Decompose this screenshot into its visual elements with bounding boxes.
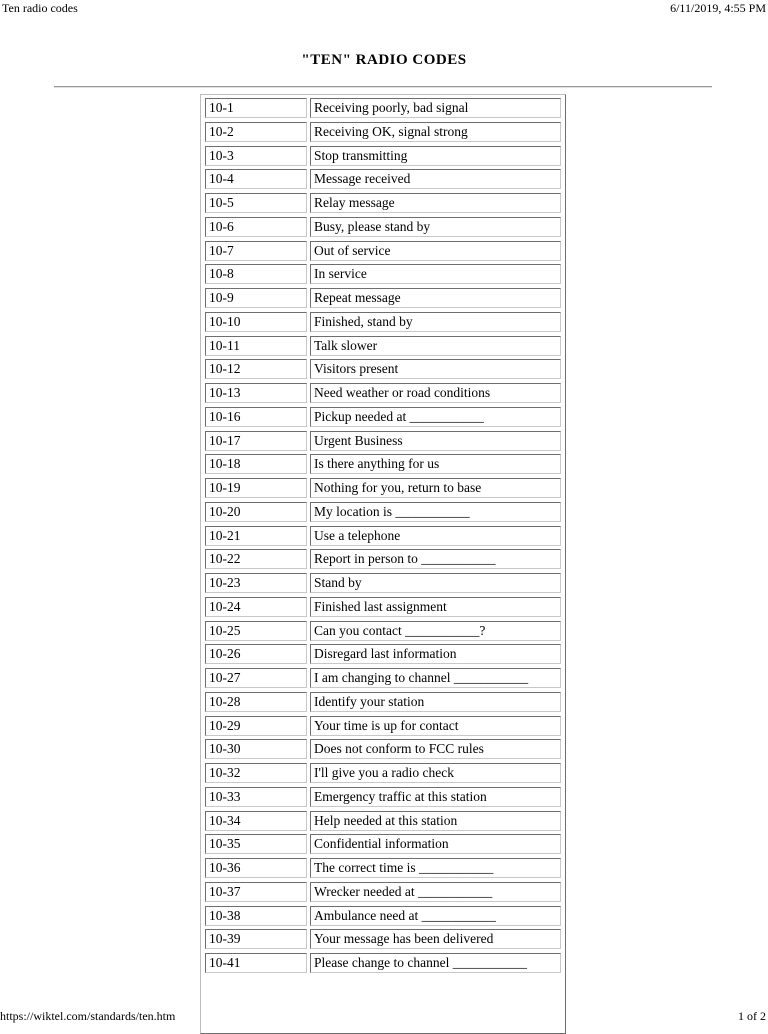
code-cell: 10-5 <box>205 193 307 213</box>
code-cell: 10-37 <box>205 882 307 902</box>
meaning-cell: Out of service <box>310 241 561 261</box>
code-cell: 10-27 <box>205 668 307 688</box>
meaning-cell: I'll give you a radio check <box>310 763 561 783</box>
meaning-cell: Use a telephone <box>310 526 561 546</box>
print-footer-page: 1 of 2 <box>738 1009 766 1023</box>
code-cell: 10-4 <box>205 169 307 189</box>
meaning-cell: Confidential information <box>310 834 561 854</box>
meaning-cell: Identify your station <box>310 692 561 712</box>
table-row <box>205 905 561 929</box>
code-cell: 10-34 <box>205 811 307 831</box>
code-cell: 10-36 <box>205 858 307 878</box>
code-cell: 10-8 <box>205 264 307 284</box>
meaning-cell: Report in person to ___________ <box>310 549 561 569</box>
meaning-cell: Stop transmitting <box>310 146 561 166</box>
table-row <box>205 192 561 216</box>
meaning-cell: Stand by <box>310 573 561 593</box>
table-row <box>205 572 561 596</box>
horizontal-rule <box>54 86 712 88</box>
print-header-title: Ten radio codes <box>2 1 78 15</box>
table-row <box>205 596 561 620</box>
table-row <box>205 501 561 525</box>
table-row <box>205 762 561 786</box>
meaning-cell: Disregard last information <box>310 644 561 664</box>
table-row <box>205 857 561 881</box>
meaning-cell: Relay message <box>310 193 561 213</box>
meaning-cell: Ambulance need at ___________ <box>310 906 561 926</box>
table-row <box>205 715 561 739</box>
meaning-cell: Talk slower <box>310 336 561 356</box>
table-row <box>205 430 561 454</box>
table-row <box>205 881 561 905</box>
table-row <box>205 335 561 359</box>
meaning-cell: Busy, please stand by <box>310 217 561 237</box>
meaning-cell: Urgent Business <box>310 431 561 451</box>
meaning-cell: Receiving poorly, bad signal <box>310 98 561 118</box>
code-cell: 10-19 <box>205 478 307 498</box>
table-row <box>205 548 561 572</box>
table-row <box>205 406 561 430</box>
meaning-cell: Receiving OK, signal strong <box>310 122 561 142</box>
table-row <box>205 263 561 287</box>
meaning-cell: Finished last assignment <box>310 597 561 617</box>
meaning-cell: Wrecker needed at ___________ <box>310 882 561 902</box>
code-cell: 10-18 <box>205 454 307 474</box>
meaning-cell: Need weather or road conditions <box>310 383 561 403</box>
code-cell: 10-16 <box>205 407 307 427</box>
code-cell: 10-6 <box>205 217 307 237</box>
table-row <box>205 786 561 810</box>
meaning-cell: Your message has been delivered <box>310 929 561 949</box>
print-footer-url: https://wiktel.com/standards/ten.htm <box>0 1009 176 1023</box>
print-header-datetime: 6/11/2019, 4:55 PM <box>670 1 766 15</box>
meaning-cell: In service <box>310 264 561 284</box>
meaning-cell: Your time is up for contact <box>310 716 561 736</box>
code-cell: 10-3 <box>205 146 307 166</box>
code-cell: 10-21 <box>205 526 307 546</box>
code-cell: 10-22 <box>205 549 307 569</box>
table-row <box>205 952 561 976</box>
table-row <box>205 287 561 311</box>
code-cell: 10-12 <box>205 359 307 379</box>
table-row <box>205 691 561 715</box>
meaning-cell: Repeat message <box>310 288 561 308</box>
table-row <box>205 382 561 406</box>
table-row <box>205 667 561 691</box>
table-row <box>205 453 561 477</box>
page-title: "TEN" RADIO CODES <box>301 52 467 68</box>
code-cell: 10-1 <box>205 98 307 118</box>
table-row <box>205 738 561 762</box>
table-row <box>205 311 561 335</box>
code-cell: 10-24 <box>205 597 307 617</box>
table-row <box>205 121 561 145</box>
table-row <box>205 168 561 192</box>
code-cell: 10-29 <box>205 716 307 736</box>
meaning-cell: I am changing to channel ___________ <box>310 668 561 688</box>
code-cell: 10-30 <box>205 739 307 759</box>
code-cell: 10-17 <box>205 431 307 451</box>
codes-table-body <box>205 97 561 976</box>
meaning-cell: Emergency traffic at this station <box>310 787 561 807</box>
table-row <box>205 240 561 264</box>
table-row <box>205 525 561 549</box>
table-row <box>205 643 561 667</box>
meaning-cell: Does not conform to FCC rules <box>310 739 561 759</box>
table-row <box>205 477 561 501</box>
code-cell: 10-39 <box>205 929 307 949</box>
meaning-cell: Message received <box>310 169 561 189</box>
meaning-cell: Finished, stand by <box>310 312 561 332</box>
code-cell: 10-11 <box>205 336 307 356</box>
meaning-cell: My location is ___________ <box>310 502 561 522</box>
meaning-cell: Help needed at this station <box>310 811 561 831</box>
code-cell: 10-28 <box>205 692 307 712</box>
meaning-cell: Can you contact ___________? <box>310 621 561 641</box>
table-row <box>205 97 561 121</box>
code-cell: 10-35 <box>205 834 307 854</box>
table-row <box>205 810 561 834</box>
code-cell: 10-38 <box>205 906 307 926</box>
meaning-cell: The correct time is ___________ <box>310 858 561 878</box>
table-row <box>205 928 561 952</box>
code-cell: 10-10 <box>205 312 307 332</box>
code-cell: 10-20 <box>205 502 307 522</box>
code-cell: 10-13 <box>205 383 307 403</box>
code-cell: 10-7 <box>205 241 307 261</box>
code-cell: 10-25 <box>205 621 307 641</box>
table-row <box>205 620 561 644</box>
table-row <box>205 216 561 240</box>
table-row <box>205 145 561 169</box>
code-cell: 10-32 <box>205 763 307 783</box>
meaning-cell: Visitors present <box>310 359 561 379</box>
table-row <box>205 833 561 857</box>
meaning-cell: Please change to channel ___________ <box>310 953 561 973</box>
code-cell: 10-2 <box>205 122 307 142</box>
meaning-cell: Pickup needed at ___________ <box>310 407 561 427</box>
meaning-cell: Is there anything for us <box>310 454 561 474</box>
code-cell: 10-41 <box>205 953 307 973</box>
code-cell: 10-33 <box>205 787 307 807</box>
table-row <box>205 358 561 382</box>
code-cell: 10-26 <box>205 644 307 664</box>
codes-table <box>200 94 566 1034</box>
code-cell: 10-23 <box>205 573 307 593</box>
code-cell: 10-9 <box>205 288 307 308</box>
meaning-cell: Nothing for you, return to base <box>310 478 561 498</box>
